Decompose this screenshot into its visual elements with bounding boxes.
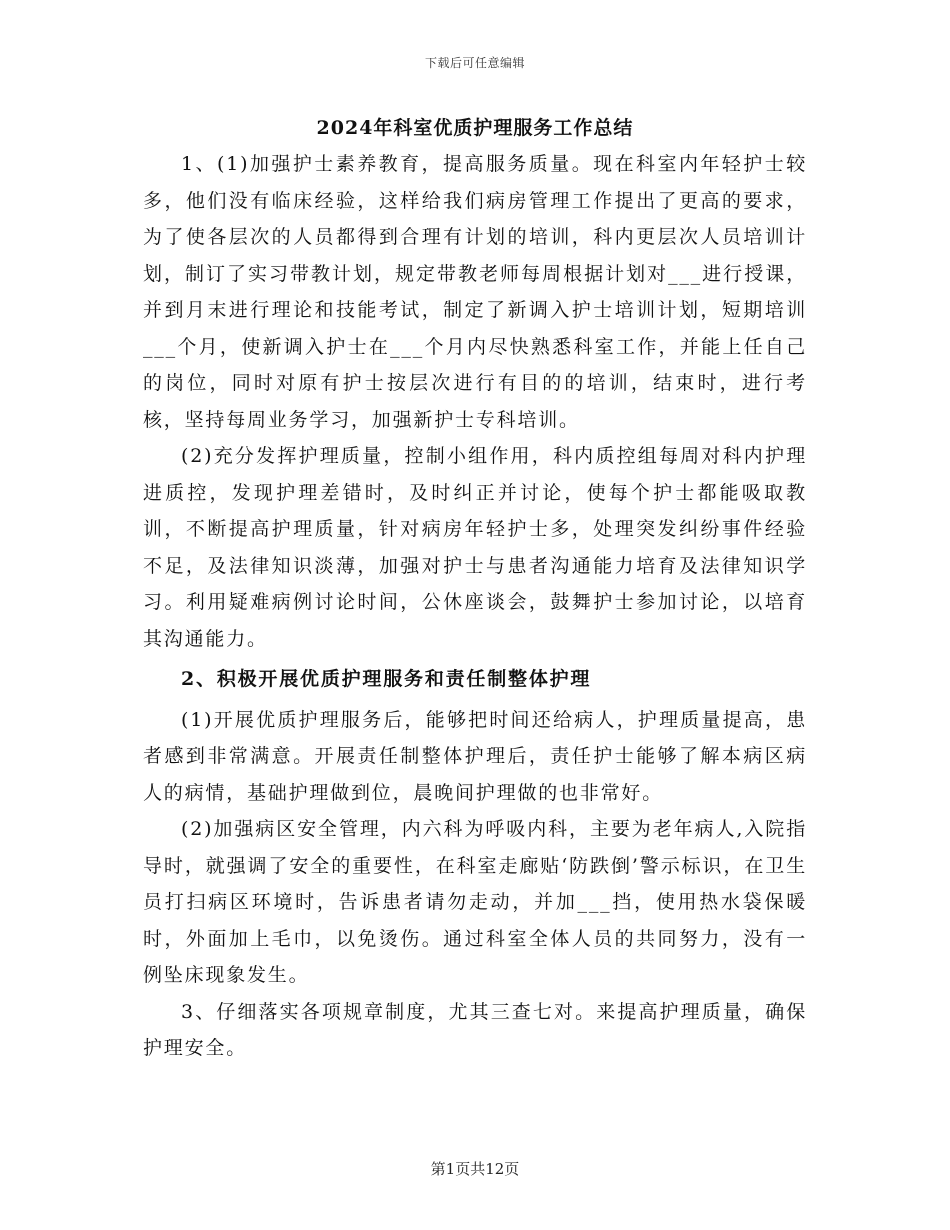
paragraph-5: 3、仔细落实各项规章制度，尤其三查七对。来提高护理质量，确保护理安全。 bbox=[143, 1000, 807, 1059]
section-heading-2: 2、积极开展优质护理服务和责任制整体护理 bbox=[181, 668, 592, 690]
paragraph-1: 1、(1)加强护士素养教育，提高服务质量。现在科室内年轻护士较多，他们没有临床经验，这样给我们病房管理工作提出了更高的要求，为了使各层次的人员都得到合理有计划的培训，科内更层次人员培训计划，制订了实习带教计划，规定带教老师每周根据计划对___进行授课，并到月末进行理论和技能考试，制定了新调入护士培训计划，短期培训___个月，使新调入护士在___个月内尽快熟悉科室工作，并能上任自己的岗位，同时对原有护士按层次进行有目的的培训，结束时，进行考核，坚持每周业务学习，加强新护士专科培训。 bbox=[143, 153, 807, 431]
document-title: 2024年科室优质护理服务工作总结 bbox=[316, 117, 634, 139]
page-header-note: 下载后可任意编辑 bbox=[424, 56, 525, 70]
paragraph-2: (2)充分发挥护理质量，控制小组作用，科内质控组每周对科内护理进质控，发现护理差错时，及时纠正并讨论，使每个护士都能吸取教训，不断提高护理质量，针对病房年轻护士多，处理突发纠纷事件经验不足，及法律知识淡薄，加强对护士与患者沟通能力培育及法律知识学习。利用疑难病例讨论时间，公休座谈会，鼓舞护士参加讨论，以培育其沟通能力。 bbox=[143, 445, 807, 650]
document-body bbox=[143, 146, 807, 1067]
paragraph-4: (2)加强病区安全管理，内六科为呼吸内科，主要为老年病人,入院指导时，就强调了安全的重要性，在科室走廊贴‘防跌倒’警示标识，在卫生员打扫病区环境时，告诉患者请勿走动，并加___挡，使用热水袋保暖时，外面加上毛巾，以免烫伤。通过科室全体人员的共同努力，没有一例坠床现象发生。 bbox=[143, 818, 807, 986]
paragraph-3: (1)开展优质护理服务后，能够把时间还给病人，护理质量提高，患者感到非常满意。开展责任制整体护理后，责任护士能够了解本病区病人的病情，基础护理做到位，晨晚间护理做的也非常好。 bbox=[143, 708, 807, 804]
page-number: 第1页共12页 bbox=[430, 1160, 520, 1178]
